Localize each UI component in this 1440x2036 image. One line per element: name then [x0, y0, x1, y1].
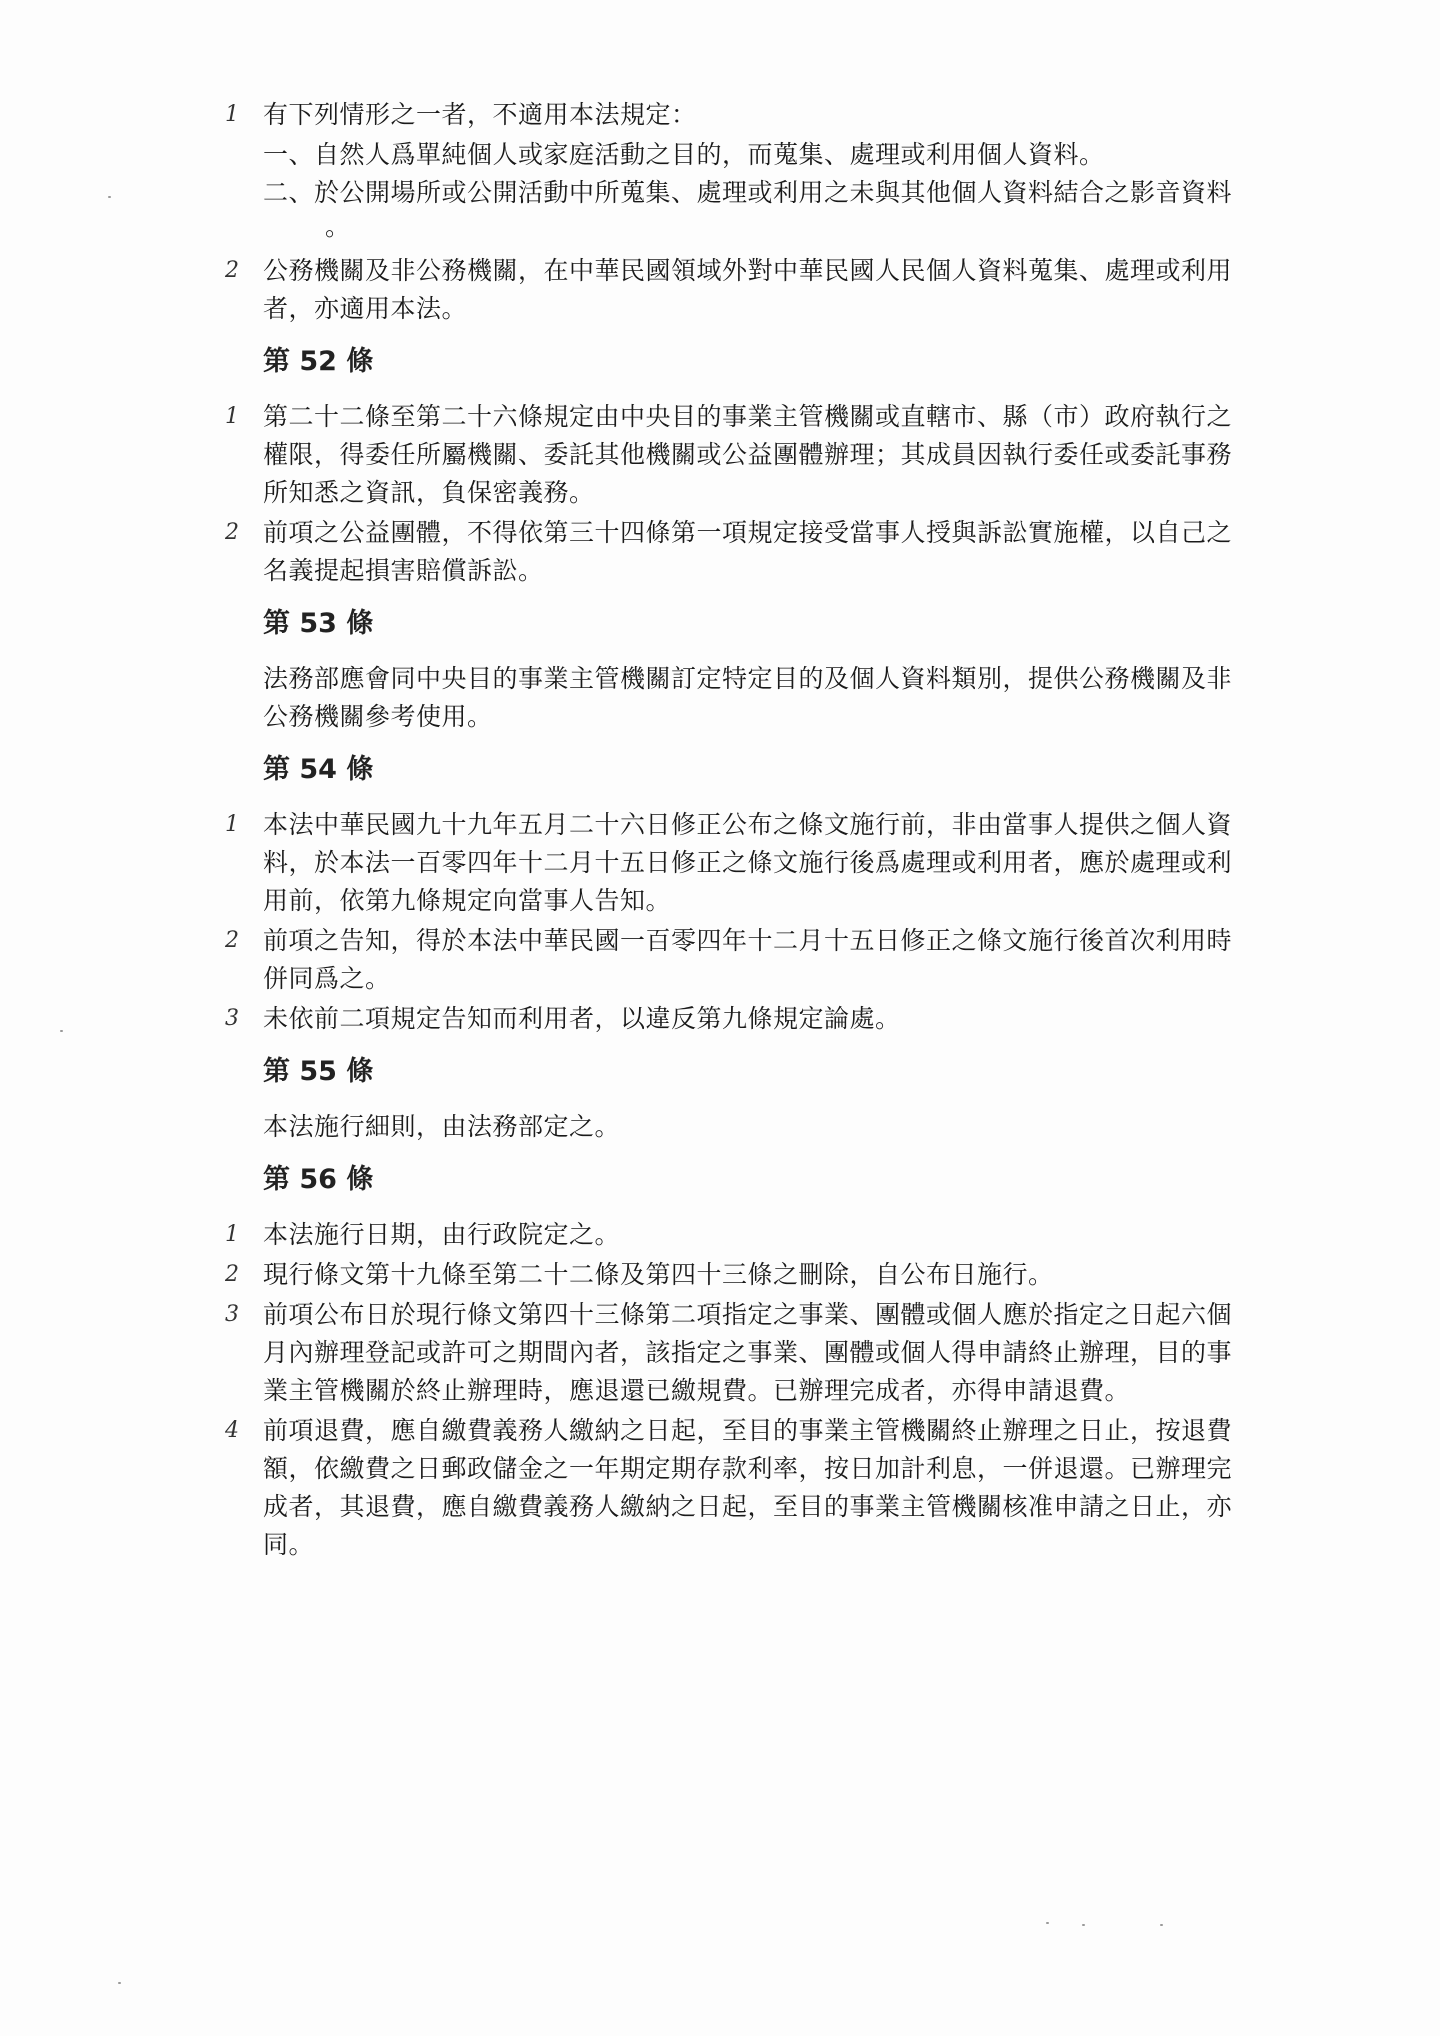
paragraph-text: 前項之告知，得於本法中華民國一百零四年十二月十五日修正之條文施行後首次利用時併同爲之。 [263, 926, 1233, 993]
paragraph-text: 現行條文第十九條至第二十二條及第四十三條之刪除，自公布日施行。 [263, 1260, 1054, 1289]
paragraph-number: 1 [225, 404, 240, 429]
paragraph-number: 3 [225, 1302, 240, 1327]
paragraph-number: 3 [225, 1006, 240, 1031]
paragraph-number: 1 [225, 102, 240, 127]
article-heading: 第 55 條 [263, 1056, 374, 1087]
paragraph [225, 252, 1245, 328]
scan-speck [1082, 1924, 1085, 1926]
sub-item-text: 一、自然人爲單純個人或家庭活動之目的，而蒐集、處理或利用個人資料。 [263, 140, 1105, 169]
paragraph-text: 未依前二項規定告知而利用者，以違反第九條規定論處。 [263, 1004, 901, 1033]
paragraph [225, 1296, 1245, 1410]
paragraph-text: 第二十二條至第二十六條規定由中央目的事業主管機關或直轄市、縣（市）政府執行之權限，得委任所屬機關、委託其他機關或公益團體辦理；其成員因執行委任或委託事務所知悉之資訊，負保密義務。 [263, 402, 1233, 507]
scan-speck [1160, 1924, 1163, 1926]
paragraph [225, 398, 1245, 512]
paragraph-text: 法務部應會同中央目的事業主管機關訂定特定目的及個人資料類別，提供公務機關及非公務機關參考使用。 [263, 664, 1233, 731]
paragraph-number: 1 [225, 1222, 240, 1247]
sub-item-continuation: 。 [325, 212, 351, 241]
paragraph [225, 806, 1245, 920]
article-heading: 第 52 條 [263, 346, 374, 377]
sub-item [225, 136, 1245, 174]
paragraph-text: 前項退費，應自繳費義務人繳納之日起，至目的事業主管機關終止辦理之日止，按退費額，依繳費之日郵政儲金之一年期定期存款利率，按日加計利息，一併退還。已辦理完成者，其退費，應自繳費義務人繳納之日起，至目的事業主管機關核准申請之日止，亦同。 [263, 1416, 1233, 1559]
paragraph-number: 2 [225, 258, 240, 283]
paragraph-text: 前項之公益團體，不得依第三十四條第一項規定接受當事人授與訴訟實施權，以自己之名義提起損害賠償訴訟。 [263, 518, 1233, 585]
paragraph [225, 1000, 1245, 1038]
sub-item-text: 二、於公開場所或公開活動中所蒐集、處理或利用之未與其他個人資料結合之影音資料 [263, 178, 1233, 207]
paragraph-text: 本法中華民國九十九年五月二十六日修正公布之條文施行前，非由當事人提供之個人資料，於本法一百零四年十二月十五日修正之條文施行後爲處理或利用者，應於處理或利用前，依第九條規定向當事人告知。 [263, 810, 1233, 915]
article-heading: 第 56 條 [263, 1164, 374, 1195]
paragraph [225, 1256, 1245, 1294]
scan-speck [1046, 1922, 1049, 1924]
scan-speck [108, 196, 111, 198]
paragraph [225, 514, 1245, 590]
paragraph-text: 有下列情形之一者，不適用本法規定： [263, 100, 697, 129]
paragraph-text: 本法施行細則，由法務部定之。 [263, 1112, 621, 1141]
paragraph-number: 2 [225, 520, 240, 545]
article-heading: 第 53 條 [263, 608, 374, 639]
document-body [225, 96, 1245, 1566]
scan-speck [118, 1982, 121, 1984]
paragraph-number: 4 [225, 1418, 240, 1443]
paragraph [225, 96, 1245, 134]
paragraph [225, 922, 1245, 998]
paragraph [225, 1412, 1245, 1564]
paragraph-number: 2 [225, 1262, 240, 1287]
paragraph-text: 前項公布日於現行條文第四十三條第二項指定之事業、團體或個人應於指定之日起六個月內辦理登記或許可之期間內者，該指定之事業、團體或個人得申請終止辦理，目的事業主管機關於終止辦理時，應退還已繳規費。已辦理完成者，亦得申請退費。 [263, 1300, 1233, 1405]
paragraph-number: 1 [225, 812, 240, 837]
article-heading: 第 54 條 [263, 754, 374, 785]
scan-speck [60, 1030, 63, 1032]
paragraph-number: 2 [225, 928, 240, 953]
sub-item [225, 174, 1245, 242]
paragraph-text: 公務機關及非公務機關，在中華民國領域外對中華民國人民個人資料蒐集、處理或利用者，亦適用本法。 [263, 256, 1233, 323]
paragraph-text: 本法施行日期，由行政院定之。 [263, 1220, 621, 1249]
paragraph [225, 1216, 1245, 1254]
